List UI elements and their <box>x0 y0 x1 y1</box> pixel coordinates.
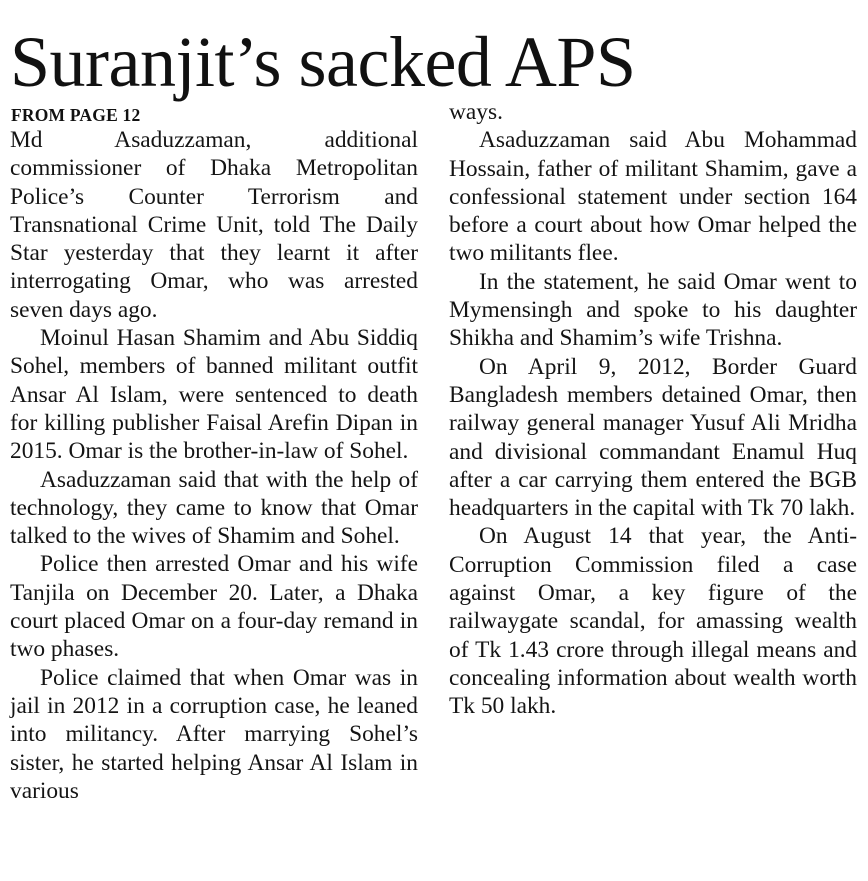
column-right <box>449 98 857 721</box>
paragraph: Asaduzzaman said that with the help of technology, they came to know that Omar talked to the wives of Shamim and Sohel. <box>10 466 418 550</box>
paragraph: In the statement, he said Omar went to Mymensingh and spoke to his daughter Shikha and Shamim’s wife Trishna. <box>449 268 857 352</box>
paragraph: On August 14 that year, the Anti-Corruption Commission filed a case against Omar, a key figure of the railwaygate scandal, for amassing wealth of Tk 1.43 crore through illegal means and concealing information about wealth worth Tk 50 lakh. <box>449 523 857 720</box>
paragraph: Moinul Hasan Shamim and Abu Siddiq Sohel, members of banned militant outfit Ansar Al Islam, were sentenced to death for killing publisher Faisal Arefin Dipan in 2015. Omar is the brother-in-law of Sohel. <box>10 325 418 465</box>
jump-line: FROM PAGE 12 <box>11 105 141 125</box>
paragraph: Asaduzzaman said Abu Mohammad Hossain, father of militant Shamim, gave a confessional statement under section 164 before a court about how Omar helped the two militants flee. <box>449 127 857 267</box>
headline: Suranjit’s sacked APS <box>10 22 636 102</box>
column-left <box>10 126 418 805</box>
paragraph: ways. <box>449 99 503 125</box>
paragraph: Police then arrested Omar and his wife Tanjila on December 20. Later, a Dhaka court placed Omar on a four-day remand in two phases. <box>10 551 418 663</box>
paragraph: Md Asaduzzaman, additional commissioner of Dhaka Metropolitan Police’s Counter Terrorism and Transnational Crime Unit, told The Daily Star yesterday that they learnt it after interrogating Omar, who was arrested seven days ago. <box>10 127 418 323</box>
paragraph: On April 9, 2012, Border Guard Bangladesh members detained Omar, then railway general manager Yusuf Ali Mridha and divisional commandant Enamul Huq after a car carrying them entered the BGB headquarters in the capital with Tk 70 lakh. <box>449 353 857 522</box>
paragraph: Police claimed that when Omar was in jail in 2012 in a corruption case, he leaned into militancy. After marrying Sohel’s sister, he started helping Ansar Al Islam in various <box>10 664 418 804</box>
